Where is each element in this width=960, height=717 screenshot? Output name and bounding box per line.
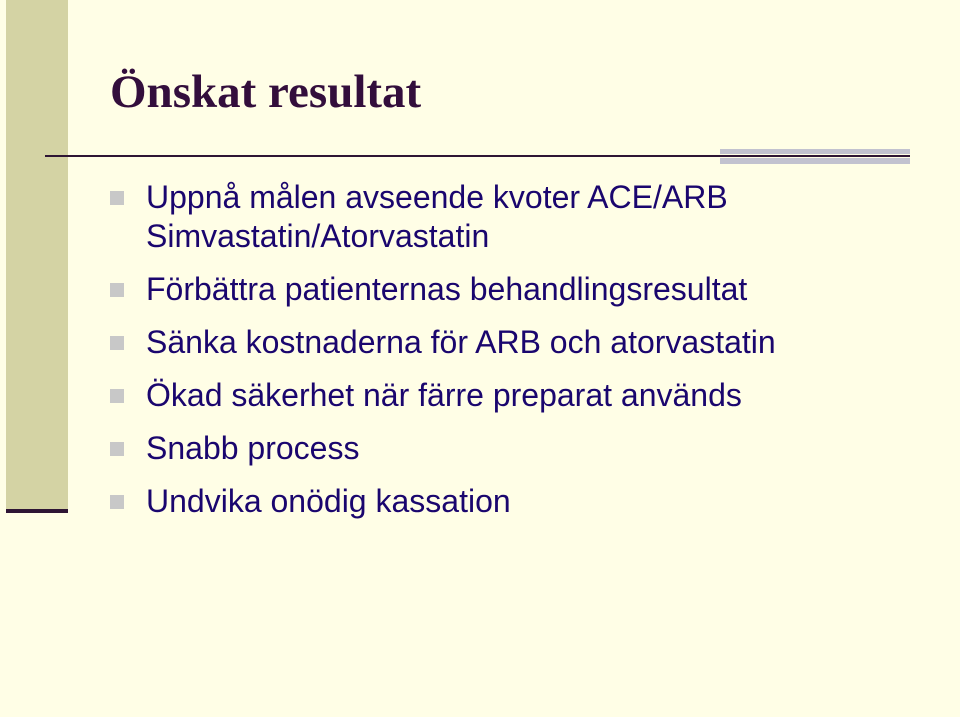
bullet-list bbox=[108, 178, 776, 535]
square-bullet-icon bbox=[110, 495, 124, 509]
bullet-text: Uppnå målen avseende kvoter ACE/ARB bbox=[146, 179, 728, 215]
bullet-text: Förbättra patienternas behandlingsresultat bbox=[146, 271, 748, 307]
square-bullet-icon bbox=[110, 442, 124, 456]
bullet-item bbox=[108, 323, 776, 362]
left-decor-bar-foot bbox=[6, 509, 68, 513]
title-rule-accent-top bbox=[720, 149, 910, 154]
bullet-item bbox=[108, 178, 776, 256]
bullet-item bbox=[108, 429, 776, 468]
bullet-text-continued: Simvastatin/Atorvastatin bbox=[146, 218, 490, 254]
square-bullet-icon bbox=[110, 283, 124, 297]
bullet-item bbox=[108, 270, 776, 309]
bullet-text: Undvika onödig kassation bbox=[146, 483, 511, 519]
square-bullet-icon bbox=[110, 336, 124, 350]
bullet-text: Ökad säkerhet när färre preparat används bbox=[146, 377, 742, 413]
bullet-item bbox=[108, 482, 776, 521]
bullet-text: Sänka kostnaderna för ARB och atorvastatin bbox=[146, 324, 776, 360]
square-bullet-icon bbox=[110, 191, 124, 205]
bullet-item bbox=[108, 376, 776, 415]
square-bullet-icon bbox=[110, 389, 124, 403]
title-rule-accent-bottom bbox=[720, 158, 910, 164]
title-rule bbox=[45, 155, 910, 157]
left-decor-bar bbox=[6, 0, 68, 512]
slide-title: Önskat resultat bbox=[110, 66, 422, 118]
bullet-text: Snabb process bbox=[146, 430, 360, 466]
